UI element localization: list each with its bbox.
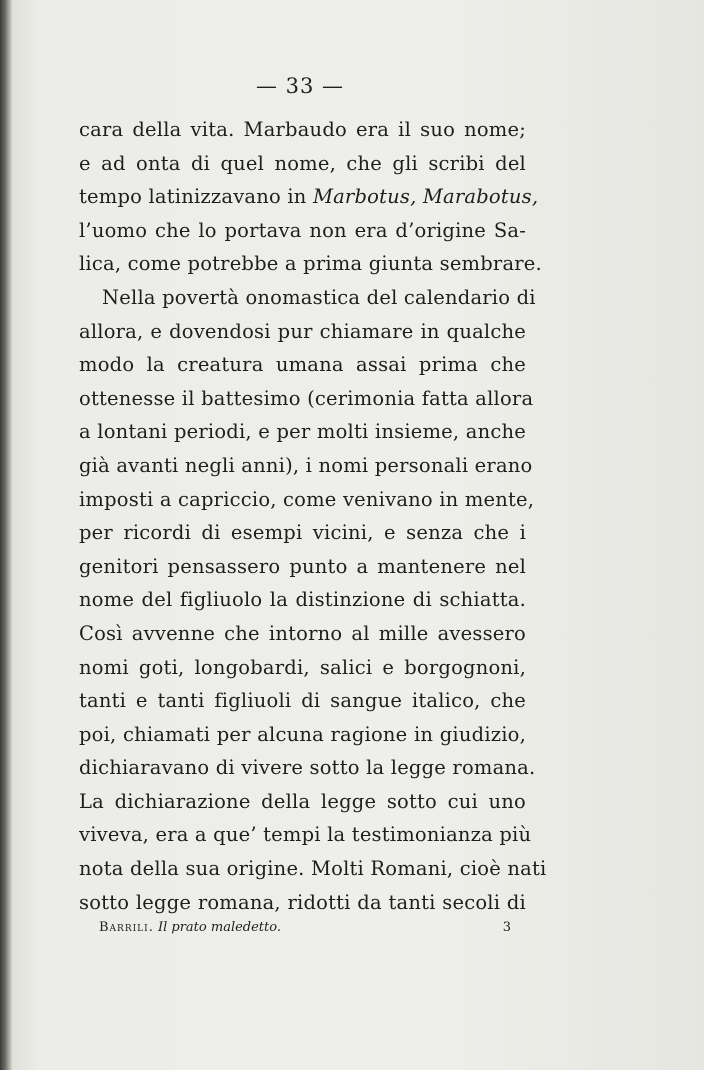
footer-credit bbox=[99, 920, 281, 935]
text-line: cara della vita. Marbaudo era il suo nome; bbox=[79, 118, 526, 141]
footer-signature-mark: 3 bbox=[502, 920, 511, 935]
body-text bbox=[79, 113, 547, 919]
page-number: — 33 — bbox=[255, 74, 345, 98]
text-line: nome del figliuolo la distinzione di schiatta. bbox=[79, 588, 526, 612]
italic-latin-names: Marbotus, Marabotus, bbox=[312, 185, 539, 209]
text-line: dichiaravano di vivere sotto la legge romana. bbox=[79, 756, 536, 780]
page-footer bbox=[99, 920, 511, 935]
text-line: modo la creatura umana assai prima che bbox=[79, 353, 526, 377]
footer-book-title: Il prato maledetto. bbox=[157, 920, 281, 935]
text-line: lica, come potrebbe a prima giunta sembrare. bbox=[79, 252, 542, 276]
text-line: a lontani periodi, e per molti insieme, anche bbox=[79, 420, 526, 444]
text-line: e ad onta di quel nome, che gli scribi del bbox=[79, 151, 526, 175]
text-line: tanti e tanti figliuoli di sangue italico, che bbox=[79, 689, 526, 713]
text-line bbox=[79, 180, 539, 214]
text-line: nota della sua origine. Molti Romani, cioè nati bbox=[79, 857, 547, 881]
text-line: genitori pensassero punto a mantenere nel bbox=[79, 554, 526, 578]
text-line: poi, chiamati per alcuna ragione in giudizio, bbox=[79, 722, 526, 746]
page-spine-edge bbox=[0, 0, 12, 1070]
text-line-part: tempo latinizzavano in bbox=[79, 185, 313, 209]
text-line: Nella povertà onomastica del calendario di bbox=[102, 285, 536, 309]
text-line: Così avvenne che intorno al mille avessero bbox=[79, 621, 526, 645]
text-line: La dichiarazione della legge sotto cui uno bbox=[79, 789, 526, 813]
text-line: ottenesse il battesimo (cerimonia fatta allora bbox=[79, 386, 534, 410]
text-line: sotto legge romana, ridotti da tanti secoli di bbox=[79, 890, 526, 914]
text-line: allora, e dovendosi pur chiamare in qualche bbox=[79, 319, 526, 343]
text-line: già avanti negli anni), i nomi personali erano bbox=[79, 453, 533, 477]
footer-author: Barrili. bbox=[99, 920, 154, 935]
text-line: per ricordi di esempi vicini, e senza che i bbox=[79, 521, 526, 545]
text-line: nomi goti, longobardi, salici e borgognoni, bbox=[79, 655, 526, 679]
text-line: viveva, era a que’ tempi la testimonianza più bbox=[79, 823, 532, 847]
text-line: l’uomo che lo portava non era d’origine Sa- bbox=[79, 218, 526, 242]
text-line: imposti a capriccio, come venivano in mente, bbox=[79, 487, 535, 511]
